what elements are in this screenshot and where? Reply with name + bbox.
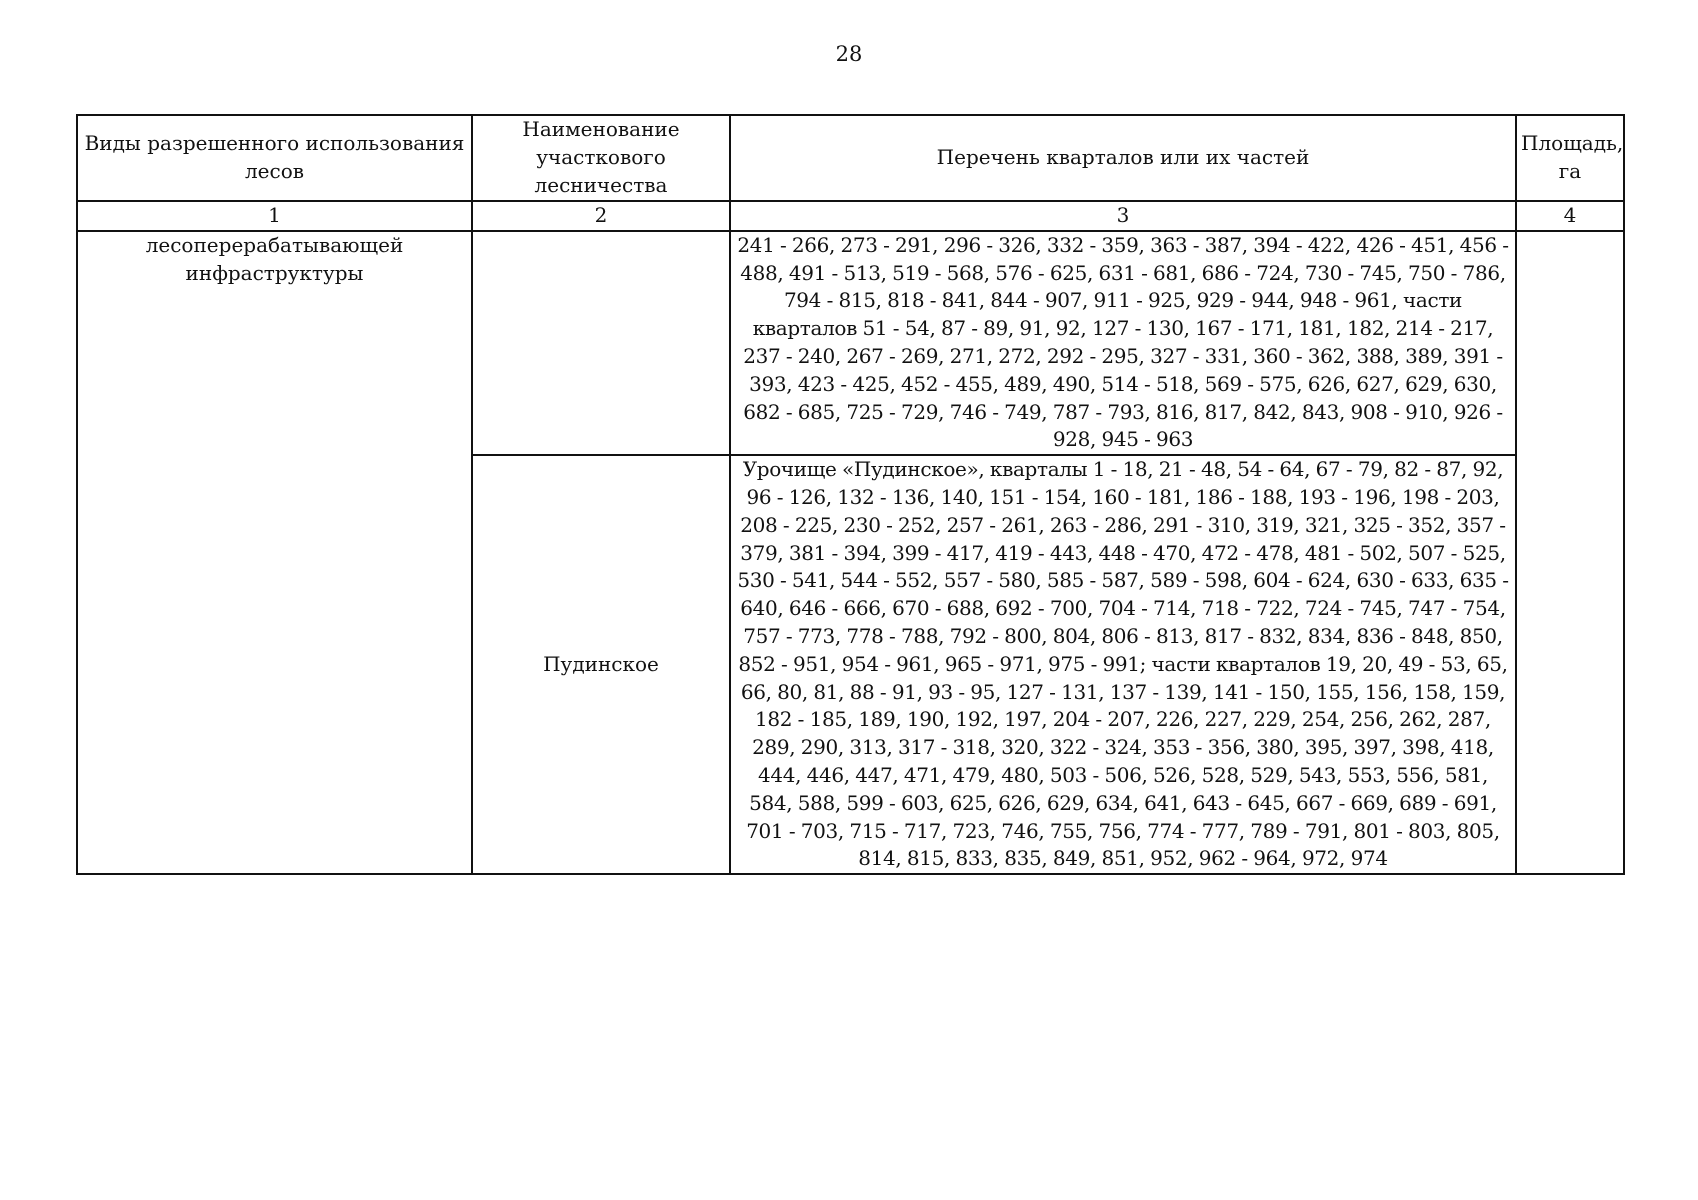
area-cell — [1516, 231, 1624, 874]
column-number-4: 4 — [1516, 201, 1624, 231]
page-number: 28 — [835, 42, 863, 66]
table-header-row — [77, 115, 1624, 201]
forestry-cell: Пудинское — [472, 455, 730, 874]
forest-use-table — [76, 114, 1625, 875]
header-forestry: Наименование участкового лесничества — [472, 115, 730, 201]
quarters-cell: 241 - 266, 273 - 291, 296 - 326, 332 - 359, 363 - 387, 394 - 422, 426 - 451, 456 - 488, 491 - 513, 519 - 568, 576 - 625, 631 - 681, 686 - 724, 730 - 745, 750 - 786, 794 - 815, 818 - 841, 844 - 907, 911 - 925, 929 - 944, 948 - 961, части кварталов 51 - 54, 87 - 89, 91, 92, 127 - 130, 167 - 171, 181, 182, 214 - 217, 237 - 240, 267 - 269, 271, 272, 292 - 295, 327 - 331, 360 - 362, 388, 389, 391 - 393, 423 - 425, 452 - 455, 489, 490, 514 - 518, 569 - 575, 626, 627, 629, 630, 682 - 685, 725 - 729, 746 - 749, 787 - 793, 816, 817, 842, 843, 908 - 910, 926 - 928, 945 - 963 — [730, 231, 1516, 455]
table-row — [77, 231, 1624, 455]
column-number-1: 1 — [77, 201, 472, 231]
use-type-cell: лесоперерабатывающей инфраструктуры — [77, 231, 472, 874]
column-number-row — [77, 201, 1624, 231]
header-quarters: Перечень кварталов или их частей — [730, 115, 1516, 201]
column-number-2: 2 — [472, 201, 730, 231]
header-area: Площадь, га — [1516, 115, 1624, 201]
quarters-cell: Урочище «Пудинское», кварталы 1 - 18, 21 - 48, 54 - 64, 67 - 79, 82 - 87, 92, 96 - 126, 132 - 136, 140, 151 - 154, 160 - 181, 186 - 188, 193 - 196, 198 - 203, 208 - 225, 230 - 252, 257 - 261, 263 - 286, 291 - 310, 319, 321, 325 - 352, 357 - 379, 381 - 394, 399 - 417, 419 - 443, 448 - 470, 472 - 478, 481 - 502, 507 - 525, 530 - 541, 544 - 552, 557 - 580, 585 - 587, 589 - 598, 604 - 624, 630 - 633, 635 - 640, 646 - 666, 670 - 688, 692 - 700, 704 - 714, 718 - 722, 724 - 745, 747 - 754, 757 - 773, 778 - 788, 792 - 800, 804, 806 - 813, 817 - 832, 834, 836 - 848, 850, 852 - 951, 954 - 961, 965 - 971, 975 - 991; части кварталов 19, 20, 49 - 53, 65, 66, 80, 81, 88 - 91, 93 - 95, 127 - 131, 137 - 139, 141 - 150, 155, 156, 158, 159, 182 - 185, 189, 190, 192, 197, 204 - 207, 226, 227, 229, 254, 256, 262, 287, 289, 290, 313, 317 - 318, 320, 322 - 324, 353 - 356, 380, 395, 397, 398, 418, 444, 446, 447, 471, 479, 480, 503 - 506, 526, 528, 529, 543, 553, 556, 581, 584, 588, 599 - 603, 625, 626, 629, 634, 641, 643 - 645, 667 - 669, 689 - 691, 701 - 703, 715 - 717, 723, 746, 755, 756, 774 - 777, 789 - 791, 801 - 803, 805, 814, 815, 833, 835, 849, 851, 952, 962 - 964, 972, 974 — [730, 455, 1516, 874]
header-use-type: Виды разрешенного использования лесов — [77, 115, 472, 201]
column-number-3: 3 — [730, 201, 1516, 231]
forestry-cell — [472, 231, 730, 455]
